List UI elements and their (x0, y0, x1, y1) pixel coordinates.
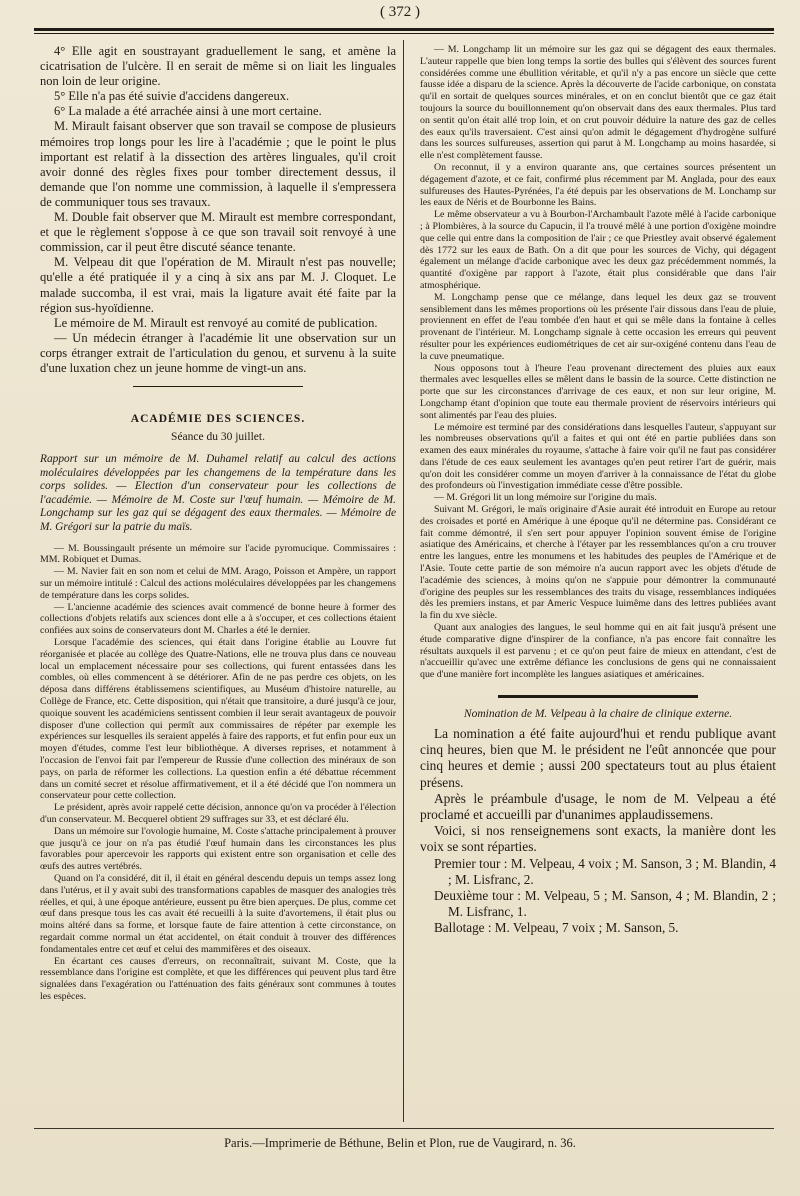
section-divider (498, 695, 698, 698)
paragraph: M. Double fait observer que M. Mirault est membre correspondant, et que le règlement s'oppose à ce que son travail soit renvoyé à une commission, car il peut être discuté séance tenante. (40, 210, 396, 255)
printer-imprint: Paris.—Imprimerie de Béthune, Belin et Plon, rue de Vaugirard, n. 36. (224, 1136, 576, 1150)
paragraph: M. Mirault faisant observer que son travail se compose de plusieurs mémoires trop longs pour les lire à l'académie ; que le point le plus important est relatif à la dissection des artères linguales, qu'il croit avoir donné des règles fixes pour tomber directement dessus, il demande que l'on nomme une commission, à laquelle il s'empressera de communiquer tous ses travaux. (40, 119, 396, 209)
paragraph: M. Velpeau dit que l'opération de M. Mirault n'est pas nouvelle; qu'elle a été pratiquée il y a cinq à six ans par M. J. Cloquet. Le malade succomba, il est vrai, mais la ligature avait été faite par la région sus-hyoïdienne. (40, 255, 396, 315)
vote-result: Deuxième tour : M. Velpeau, 5 ; M. Sanson, 4 ; M. Blandin, 2 ; M. Lisfranc, 1. (434, 887, 776, 919)
right-column (420, 44, 776, 1119)
paragraph: Dans un mémoire sur l'ovologie humaine, M. Coste s'attache principalement à prouver que jusqu'à ce jour on n'a pas étudié l'œuf humain dans les circonstances les plus favorables pour apercevoir les rapports qui existent entre son organisation et celle des œufs des autres vertébrés. (40, 825, 396, 873)
footer-rule (34, 1128, 774, 1129)
paragraph: — L'ancienne académie des sciences avait commencé de bonne heure à former des collections d'objets relatifs aux sciences dont elle a à s'occuper, et ces collections étaient confiées aux soins de conservateurs dont M. Charles a été le dernier. (40, 601, 396, 637)
paragraph: 4° Elle agit en soustrayant graduellement le sang, et amène la cicatrisation de l'ulcère. Il en serait de même si on liait les linguales non loin de leur origine. (40, 44, 396, 89)
session-summary: Rapport sur un mémoire de M. Duhamel relatif au calcul des actions moléculaires développées par les changemens de la température dans les corps solides. — Election d'un conservateur pour les collections de l'académie. — Mémoire de M. Coste sur l'œuf humain. — Mémoire de M. Longchamp sur les gaz qui se dégagent des eaux thermales. — Mémoire de M. Grégori sur la patrie du maïs. (40, 453, 396, 534)
paragraph: 5° Elle n'a pas été suivie d'accidens dangereux. (54, 89, 290, 104)
paragraph: Le mémoire de M. Mirault est renvoyé au comité de publication. (54, 315, 378, 330)
paragraph: M. Longchamp pense que ce mélange, dans lequel les deux gaz se trouvent sensiblement dans les mêmes proportions où les présente l'air dissous dans l'eau de pluie, proviennent en effet de l'eau tombée d'en haut et qui se mêle dans la fontaine à celles provenant de l'intérieur. M. Longchamp signale à cette occasion les erreurs qui peuvent résulter pour les expériences eudiométriques de cet air sur-oxigéné contenu dans l'eau de la cuve pneumatique. (420, 291, 776, 362)
paragraph: 6° La malade a été arrachée ainsi à une mort certaine. (54, 104, 322, 119)
paragraph: En écartant ces causes d'erreurs, on reconnaîtrait, suivant M. Coste, que la ressemblance dans l'origine est complète, et que les différences qui peuvent plus tard être signalées dans l'exagération ou l'atténuation des faits généraux sont communes à toutes les espèces. (40, 955, 396, 1002)
section-date: Séance du 30 juillet. (171, 431, 265, 444)
paragraph: Le mémoire est terminé par des considérations dans lesquelles l'auteur, s'appuyant sur les nombreuses observations qu'il a faites et qui ont été en partie publiées dans son examen des eaux minérales du royaume, s'attache à faire voir qu'il ne faut pas considérer dans l'étude de ces eaux seulement les avantages qu'en peut retirer l'art de guérir, mais qu'on doit les considérer comme un moyen d'arriver à la connaissance de l'état du globe des profondeurs où l'investigation immédiate cesse d'être possible. (420, 421, 776, 492)
paragraph: Après le préambule d'usage, le nom de M. Velpeau a été proclamé et accueilli par d'unanimes applaudissemens. (420, 790, 776, 823)
paragraph: — M. Grégori lit un long mémoire sur l'origine du maïs. (434, 492, 657, 504)
left-column (40, 44, 396, 1119)
section-divider (133, 386, 303, 387)
paragraph: Le même observateur a vu à Bourbon-l'Archambault l'azote mêlé à l'acide carbonique ; à Plombières, à la source du Capucin, il l'a trouvé mêlé à une portion d'oxigène moindre que celle qui entre dans la composition de l'air ; ce que Priestley avait observé également dès 1772 sur les eaux de Bath. On a dit que pour les sources de Vichy, qui dégagent également un mélange d'acide carbonique avec les deux gaz précédemment nommés, la quantité d'oxigène par rapport à l'azote, était plus considérable que dans l'air atmosphérique. (420, 209, 776, 291)
paragraph: Quant aux analogies des langues, le seul homme qui en ait fait jusqu'à présent une étude comparative digne d'inspirer de la confiance, n'a pas encore fait connaître les résultats auxquels il est parvenu ; et ce qu'on peut faire de mieux en attendant, c'est de n'accueillir qu'avec une extrême défiance les conclusions de gens qui ne connaissaient que d'une manière fort incomplète les langues asiatiques et américaines. (420, 622, 776, 681)
paragraph: — M. Navier fait en son nom et celui de MM. Arago, Poisson et Ampère, un rapport sur un mémoire intitulé : Calcul des actions moléculaires développées par les changemens de température dans les corps solides. (40, 566, 396, 601)
paragraph: Quand on l'a considéré, dit il, il était en général descendu depuis un temps assez long dans l'utérus, et il y avait subi des transformations capables de masquer des analogies très réelles, et qui, à une époque antérieure, eussent pu être bien aperçues. De plus, comme cet œuf dans presque tous les cas avait été recueilli à la suite d'avortemens, il était plus ou moins altéré dans sa forme, et lorsque faute de faire attention à cette circonstance, on regardait comme normal un état accidentel, on était conduit à trouver des différences fondamentales entre cet œuf et celui des mammifères et des oiseaux. (40, 872, 396, 955)
column-divider (403, 40, 404, 1122)
paragraph: Lorsque l'académie des sciences, qui était dans l'origine établie au Louvre fut réorganisée et placée au collège des Quatre-Nations, elle ne trouva plus dans ce nouveau local un emplacement nécessaire pour ses collections, qui furent entassées dans les combles, où elles commencent à se détériorer. Afin de ne pas perdre ces objets, on les déposa dans différens établissemens scientifiques, au Muséum d'histoire naturelle, au Collège de France, etc. Cette disposition, qui n'était que transitoire, a duré jusqu'à ce jour, quoique souvent les académiciens sentissent combien il leur serait avantageux de pouvoir disposer d'une collection qui permît aux commissaires de répéter par exemple les expériences sur lesquelles ils seraient appelés à faire des rapports, et fut enfin pour eux un moyen d'études, comme l'est leur bibliothèque. A diverses reprises, et notamment à l'occasion de l'envoi fait par l'empereur de Russie d'une collection des minéraux de son pays, on parla de réformer les collections. La question enfin a été débattue récemment dans un comité secret et résolue affirmativement, et il a été décidé que l'on nommera un conservateur pour cette collection. (40, 637, 396, 802)
paragraph: — M. Longchamp lit un mémoire sur les gaz qui se dégagent des eaux thermales. L'auteur rappelle que bien long temps la sortie des bulles qui s'élèvent des sources furent considérées comme une ébullition véritable, et qu'il n'y a pas encore un siècle que cette fausse idée a disparu de la science. Après la découverte de l'acide carbonique, on constata qu'il en sortait de quelques sources minérales, et on en conclut bientôt que ce gaz était toujours la source du bouillonnement qu'on observait dans des eaux thermales. Plus tard on sentit qu'on était allé trop loin, et on crut pouvoir déduire la nature des gaz de celles des eaux qu'ils traversaient. C'est ainsi qu'on admit le dégagement d'hydrogène sulfuré dans les sources sulfureuses, assertion qui parut à M. Longchamp au moins hasardée, si elle n'est complètement fausse. (420, 44, 776, 162)
header-rule (34, 28, 774, 34)
vote-result: Premier tour : M. Velpeau, 4 voix ; M. Sanson, 3 ; M. Blandin, 4 ; M. Lisfranc, 2. (434, 855, 776, 887)
page-number: ( 372 ) (380, 4, 420, 20)
paragraph: Nous opposons tout à l'heure l'eau provenant directement des pluies aux eaux thermales avec lesquelles elles se mêlent dans le bassin de la source. Cette distinction ne porte que sur les circonstances d'arrivage de ces eaux, et non sur leur origine, M. Longchamp étant d'opinion que toute eau thermale provient de réservoirs intérieurs qui sont alimentés par l'eau des pluies. (420, 362, 776, 421)
paragraph: — M. Boussingault présente un mémoire sur l'acide pyromucique. Commissaires : MM. Robiquet et Dumas. (40, 542, 396, 566)
paragraph: Le président, après avoir rappelé cette décision, annonce qu'on va procéder à l'élection d'un conservateur. M. Becquerel obtient 29 suffrages sur 33, et est déclaré élu. (40, 802, 396, 825)
paragraph: Suivant M. Grégori, le maïs originaire d'Asie aurait été introduit en Europe au retour des croisades et porté en Amérique à une époque qu'il ne détermine pas. Considérant ce fait comme démontré, il s'en sert pour appuyer l'opinion souvent émise de l'origine asiatique des Américains, et cherche à l'étayer par les ressemblances qu'on a cru trouver entre les langues, entre les monumens et les habitudes des peuples de l'Amérique et de l'Asie. Toute cette partie de son mémoire n'a aucun rapport avec les objets d'étude de l'académie des sciences, à moins qu'on ne s'appuie pour démontrer la communauté d'origine des peuples sur les ressemblances des traits du visage, ressemblances indiquées dès les premiers instans, et par Americ Vespuce luimême dans des lettres publiées avant la fin du xve siècle. (420, 504, 776, 622)
nomination-title: Nomination de M. Velpeau à la chaire de clinique externe. (463, 708, 733, 721)
section-title: ACADÉMIE DES SCIENCES. (130, 413, 306, 426)
vote-result: Ballotage : M. Velpeau, 7 voix ; M. Sanson, 5. (434, 919, 679, 935)
paragraph: — Un médecin étranger à l'académie lit une observation sur un corps étranger extrait de l'articulation du genou, et survenu à la suite d'une luxation chez un jeune homme de vingt-un ans. (40, 330, 396, 375)
paragraph: La nomination a été faite aujourd'hui et rendu publique avant cinq heures, bien que M. le président ne l'eût annoncée que pour cinq heures et demie ; aussi 200 spectateurs tout au plus étaient présens. (420, 726, 776, 790)
paragraph: On reconnut, il y a environ quarante ans, que certaines sources présentent un dégagement d'azote, et ce fait, confirmé plus récemment par M. Anglada, pour des eaux sulfureuses des Hautes-Pyrénées, l'a été depuis par les observations de M. Lonchamp sur les eaux de Néris et de Bourbonne les Bains. (420, 161, 776, 209)
paragraph: Voici, si nos renseignemens sont exacts, la manière dont les voix se sont réparties. (420, 823, 776, 855)
